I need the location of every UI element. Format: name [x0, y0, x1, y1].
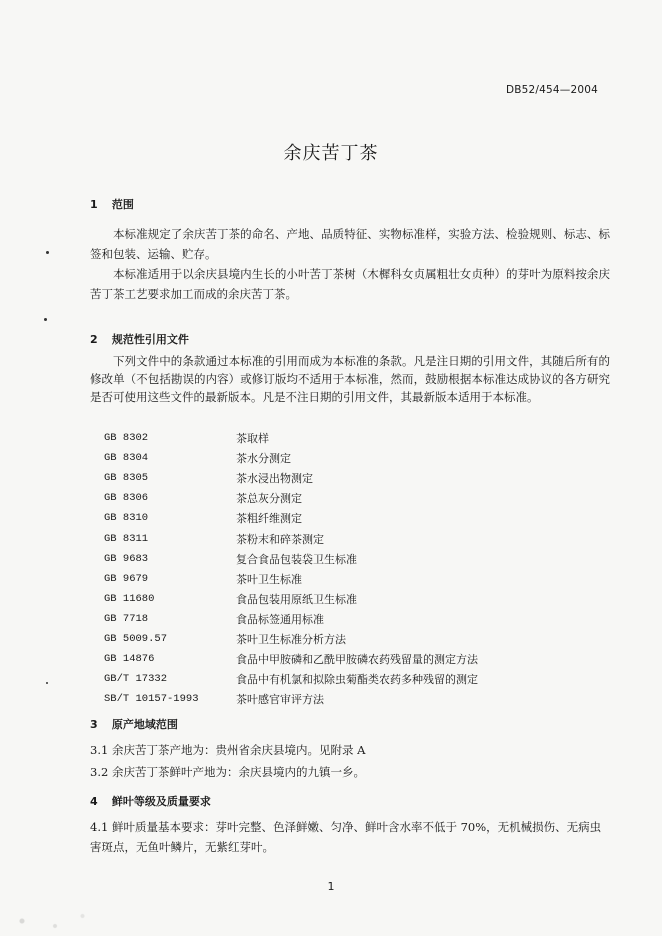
reference-row: [104, 468, 584, 488]
reference-list: [104, 428, 584, 709]
section-number: 3: [90, 718, 98, 731]
clause-number: 3.1: [90, 743, 109, 757]
reference-row: [104, 629, 584, 649]
section-heading-references: [90, 331, 189, 347]
reference-title: 食品包装用原纸卫生标准: [236, 592, 357, 606]
reference-title: 食品中甲胺磷和乙酰甲胺磷农药残留量的测定方法: [236, 653, 478, 667]
reference-title: 食品标签通用标准: [236, 612, 324, 626]
reference-code: GB 9683: [104, 552, 149, 565]
reference-row: [104, 609, 584, 629]
reference-title: 茶水浸出物测定: [236, 472, 313, 486]
reference-row: [104, 448, 584, 468]
reference-code: GB 8304: [104, 452, 149, 465]
clause-3-2: [90, 763, 610, 782]
clause-number: 4.1: [90, 820, 109, 834]
scan-speck: [44, 318, 47, 321]
reference-title: 茶叶卫生标准: [236, 572, 302, 586]
clause-3-1: [90, 741, 610, 760]
reference-row: [104, 528, 584, 548]
scope-paragraph-2: 本标准适用于以余庆县境内生长的小叶苦丁茶树（木樨科女贞属粗壮女贞种）的芽叶为原料按余庆苦丁茶工艺要求加工而成的余庆苦丁茶。: [90, 267, 610, 301]
scan-speck: [46, 682, 48, 684]
reference-code: GB 8311: [104, 532, 149, 545]
scan-speck: [46, 251, 49, 254]
reference-code: SB/T 10157-1993: [104, 693, 199, 706]
reference-code: GB 8306: [104, 492, 149, 505]
clause-number: 3.2: [90, 765, 109, 779]
page-number: 1: [327, 880, 335, 893]
page-title: 余庆苦丁茶: [283, 143, 379, 164]
reference-row: [104, 488, 584, 508]
section-title: 原产地域范围: [111, 718, 178, 731]
section-heading-scope: [90, 196, 134, 212]
reference-code: GB 8305: [104, 472, 149, 485]
reference-row: [104, 508, 584, 528]
reference-row: [104, 649, 584, 669]
scan-noise: [0, 886, 110, 936]
reference-code: GB/T 17332: [104, 673, 168, 686]
reference-title: 茶水分测定: [236, 452, 291, 466]
clause-4-1: [90, 817, 610, 857]
reference-title: 茶叶卫生标准分析方法: [236, 632, 346, 646]
section-heading-origin: [90, 716, 178, 732]
reference-title: 食品中有机氯和拟除虫菊酯类农药多种残留的测定: [236, 673, 478, 687]
reference-title: 复合食品包装袋卫生标准: [236, 552, 357, 566]
reference-code: GB 7718: [104, 612, 149, 625]
reference-code: GB 8310: [104, 512, 149, 525]
reference-code: GB 8302: [104, 432, 149, 445]
section-heading-fresh-leaf: [90, 793, 211, 809]
section-title: 规范性引用文件: [111, 333, 189, 346]
reference-row: [104, 669, 584, 689]
clause-text: 余庆苦丁茶产地为：贵州省余庆县境内。见附录 A: [111, 743, 366, 757]
reference-title: 茶粉末和碎茶测定: [236, 532, 324, 546]
reference-title: 茶取样: [236, 432, 269, 446]
reference-code: GB 5009.57: [104, 632, 168, 645]
reference-row: [104, 549, 584, 569]
scope-paragraph-1: 本标准规定了余庆苦丁茶的命名、产地、品质特征、实物标准样，实验方法、检验规则、标志、标签和包装、运输、贮存。: [90, 227, 610, 261]
reference-row: [104, 589, 584, 609]
reference-title: 茶粗纤维测定: [236, 512, 302, 526]
clause-text: 鲜叶质量基本要求：芽叶完整、色泽鲜嫩、匀净、鲜叶含水率不低于 70%，无机械损伤、无病虫害斑点，无鱼叶鳞片，无紫红芽叶。: [90, 820, 602, 854]
reference-code: GB 9679: [104, 572, 149, 585]
references-intro: 下列文件中的条款通过本标准的引用而成为本标准的条款。凡是注日期的引用文件，其随后所有的修改单（不包括勘误的内容）或修订版均不适用于本标准，然而，鼓励根据本标准达成协议的各方研究是否可使用这些文件的最新版本。凡是不注日期的引用文件，其最新版本适用于本标准。: [90, 354, 610, 404]
reference-row: [104, 428, 584, 448]
reference-code: GB 14876: [104, 653, 155, 666]
section-number: 1: [90, 198, 98, 211]
reference-title: 茶总灰分测定: [236, 492, 302, 506]
reference-row: [104, 569, 584, 589]
clause-text: 余庆苦丁茶鲜叶产地为：余庆县境内的九镇一乡。: [111, 765, 365, 779]
section-title: 范围: [111, 198, 134, 211]
reference-code: GB 11680: [104, 592, 155, 605]
reference-title: 茶叶感官审评方法: [236, 693, 324, 707]
section-title: 鲜叶等级及质量要求: [111, 795, 211, 808]
standard-code: DB52/454—2004: [505, 84, 598, 96]
section-number: 2: [90, 333, 98, 346]
section-number: 4: [90, 795, 98, 808]
reference-row: [104, 689, 584, 709]
